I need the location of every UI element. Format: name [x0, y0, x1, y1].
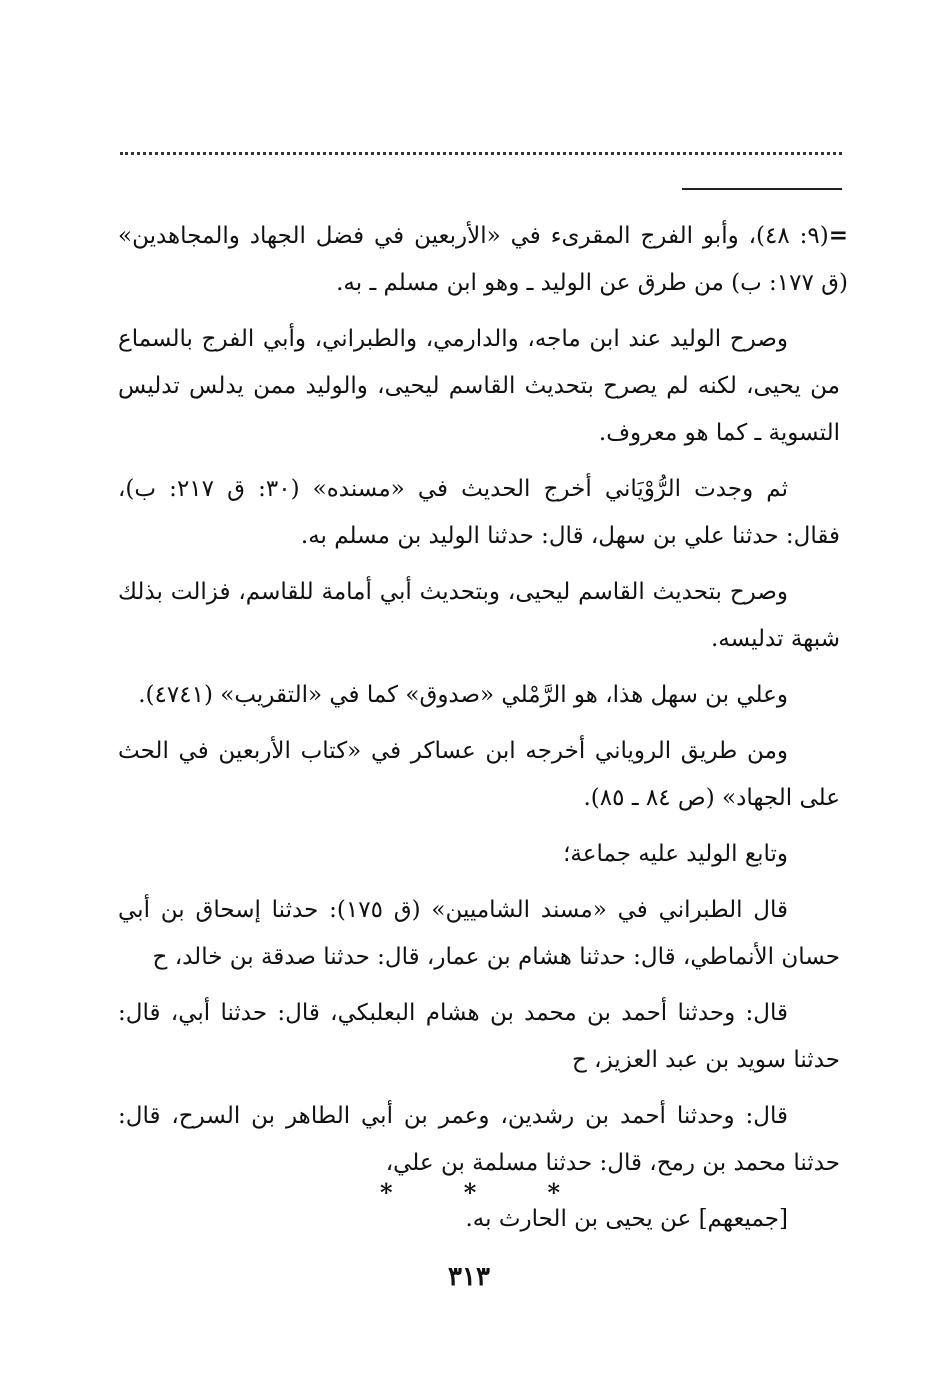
paragraph: وتابع الوليد عليه جماعة؛	[563, 841, 788, 867]
section-separator	[380, 1178, 560, 1207]
paragraph: قال الطبراني في «مسند الشاميين» (ق ١٧٥): حدثنا إسحاق بن أبي حسان الأنماطي، قال: حدثنا هشام بن عمار، قال: حدثنا صدقة بن خالد، ح	[118, 897, 840, 970]
separator-star: *	[380, 1178, 393, 1207]
paragraph: قال: وحدثنا أحمد بن محمد بن هشام البعلبكي، قال: حدثنا أبي، قال: حدثنا سويد بن عبد العزيز، ح	[118, 1000, 840, 1073]
paragraph-continuation	[118, 212, 848, 307]
paragraph: [جميعهم] عن يحيى بن الحارث به.	[465, 1206, 788, 1232]
paragraph: وصرح الوليد عند ابن ماجه، والدارمي، والطبراني، وأبي الفرج بالسماع من يحيى، لكنه لم يصرح بتحديث القاسم ليحيى، والوليد ممن يدلس تدليس التسوية ـ كما هو معروف.	[118, 326, 840, 446]
separator-star: *	[463, 1178, 477, 1207]
paragraph-text: (٩: ٤٨)، وأبو الفرج المقرىء في «الأربعين في فضل الجهاد والمجاهدين» (ق ١٧٧: ب) من طرق عن الوليد ـ وهو ابن مسلم ـ به.	[118, 223, 848, 296]
footnote-text-block	[118, 212, 848, 1252]
continuation-marker: =	[828, 222, 848, 249]
separator-star: *	[547, 1178, 560, 1207]
footnote-dotted-separator	[120, 152, 842, 155]
footnote-short-rule	[682, 188, 842, 190]
paragraph: قال: وحدثنا أحمد بن رشدين، وعمر بن أبي الطاهر بن السرح، قال: حدثنا محمد بن رمح، قال: حدثنا مسلمة بن علي،	[118, 1103, 840, 1176]
paragraph: ومن طريق الروياني أخرجه ابن عساكر في «كتاب الأربعين في الحث على الجهاد» (ص ٨٤ ـ ٨٥).	[118, 738, 840, 811]
paragraph: وصرح بتحديث القاسم ليحيى، وبتحديث أبي أمامة للقاسم، فزالت بذلك شبهة تدليسه.	[118, 579, 840, 652]
paragraph: ثم وجدت الرُّوْيَاني أخرج الحديث في «مسنده» (٣٠: ق ٢١٧: ب)، فقال: حدثنا علي بن سهل، قال: حدثنا الوليد بن مسلم به.	[118, 476, 840, 549]
paragraph: وعلي بن سهل هذا، هو الرَّمْلي «صدوق» كما في «التقريب» (٤٧٤١).	[138, 682, 788, 708]
page-number: ٣١٣	[448, 1262, 490, 1292]
